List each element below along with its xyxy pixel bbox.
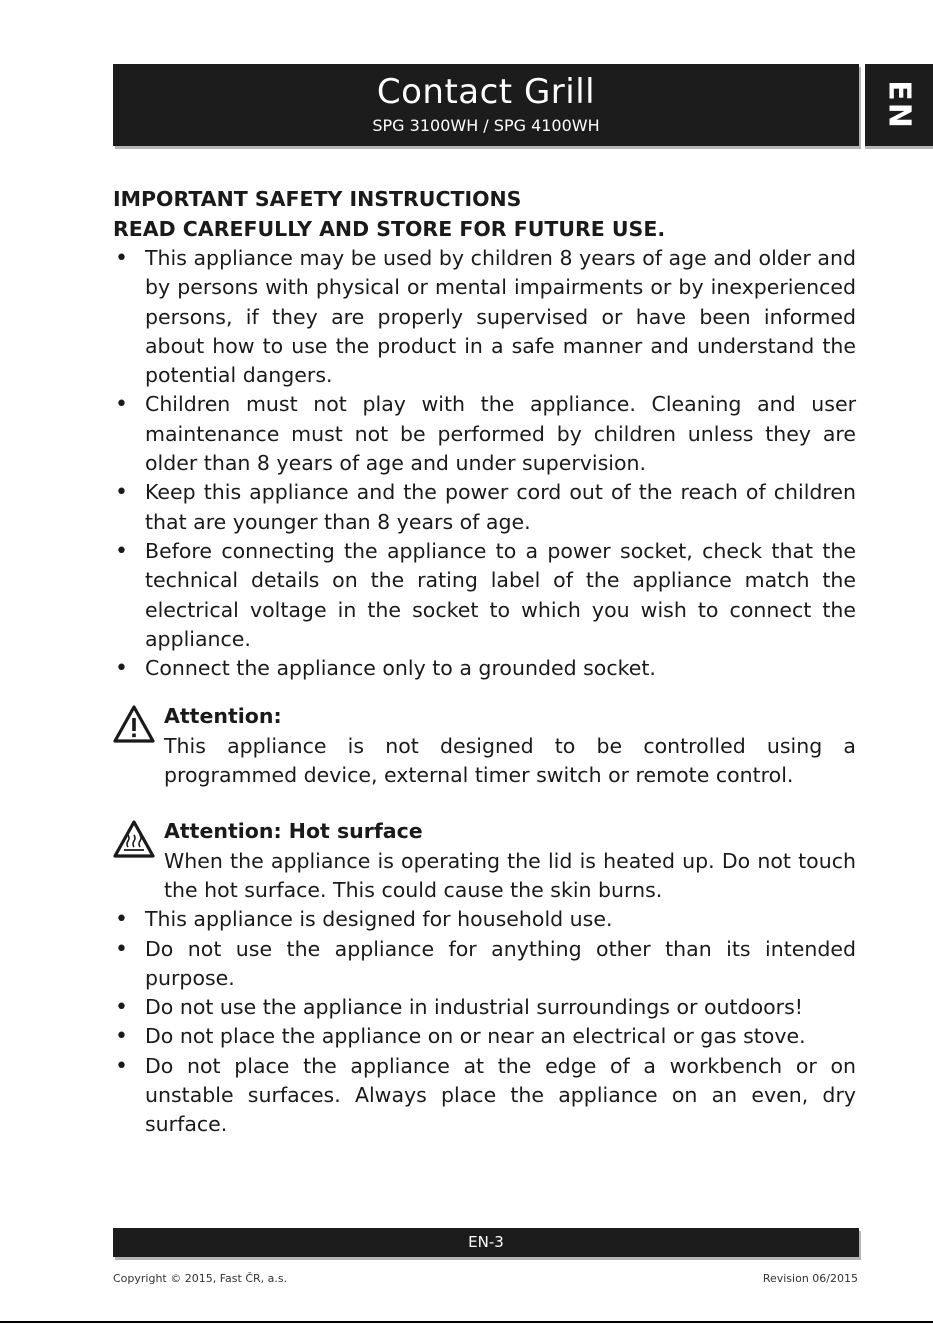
safety-list-1 — [113, 244, 856, 683]
page-number-bar — [113, 1228, 859, 1257]
list-item: • Keep this appliance and the power cord out of the reach of children that are younger than 8 years of age. — [113, 478, 856, 537]
list-item: • This appliance is designed for household use. — [113, 905, 856, 934]
safety-heading: IMPORTANT SAFETY INSTRUCTIONS — [113, 187, 522, 211]
list-item: • Connect the appliance only to a grounded socket. — [113, 654, 856, 683]
title-banner — [113, 64, 859, 146]
warning-exclamation-icon — [113, 705, 155, 751]
safety-list-2 — [113, 905, 856, 1139]
list-item: • Before connecting the appliance to a power socket, check that the technical details on the rating label of the appliance match the electrical voltage in the socket to which you wish to connect the appliance. — [113, 537, 856, 654]
hot-surface-title: Attention: Hot surface — [164, 819, 423, 844]
list-item: • Do not place the appliance on or near an electrical or gas stove. — [113, 1022, 856, 1051]
safety-instructions — [113, 184, 856, 1140]
model-numbers: SPG 3100WH / SPG 4100WH — [372, 116, 600, 135]
hot-surface-block — [113, 817, 856, 905]
safety-subheading: READ CAREFULLY AND STORE FOR FUTURE USE. — [113, 217, 666, 241]
document-title: Contact Grill — [376, 72, 596, 112]
hot-surface-text: When the appliance is operating the lid is heated up. Do not touch the hot surface. This could cause the skin burns. — [164, 848, 856, 902]
revision-label: Revision 06/2015 — [762, 1272, 858, 1285]
hot-surface-warning-icon — [113, 820, 155, 866]
list-item: • Do not use the appliance in industrial surroundings or outdoors! — [113, 993, 856, 1022]
list-item: • Children must not play with the appliance. Cleaning and user maintenance must not be performed by children unless they are older than 8 years of age and under supervision. — [113, 390, 856, 478]
attention-text: This appliance is not designed to be controlled using a programmed device, external timer switch or remote control. — [164, 733, 856, 788]
language-label: EN — [881, 80, 917, 130]
list-item: • This appliance may be used by children 8 years of age and older and by persons with physical or mental impairments or by inexperienced persons, if they are properly supervised or have been informed about how to use the product in a safe manner and understand the potential dangers. — [113, 244, 856, 390]
copyright-notice: Copyright © 2015, Fast ČR, a.s. — [113, 1272, 288, 1285]
page-number: EN-3 — [468, 1233, 504, 1251]
attention-block — [113, 702, 856, 790]
bottom-divider — [0, 1321, 933, 1323]
list-item: • Do not use the appliance for anything other than its intended purpose. — [113, 935, 856, 994]
language-tab — [865, 64, 933, 146]
attention-title: Attention: — [164, 704, 282, 729]
list-item: • Do not place the appliance at the edge of a workbench or on unstable surfaces. Always place the appliance on an even, dry surface. — [113, 1052, 856, 1140]
